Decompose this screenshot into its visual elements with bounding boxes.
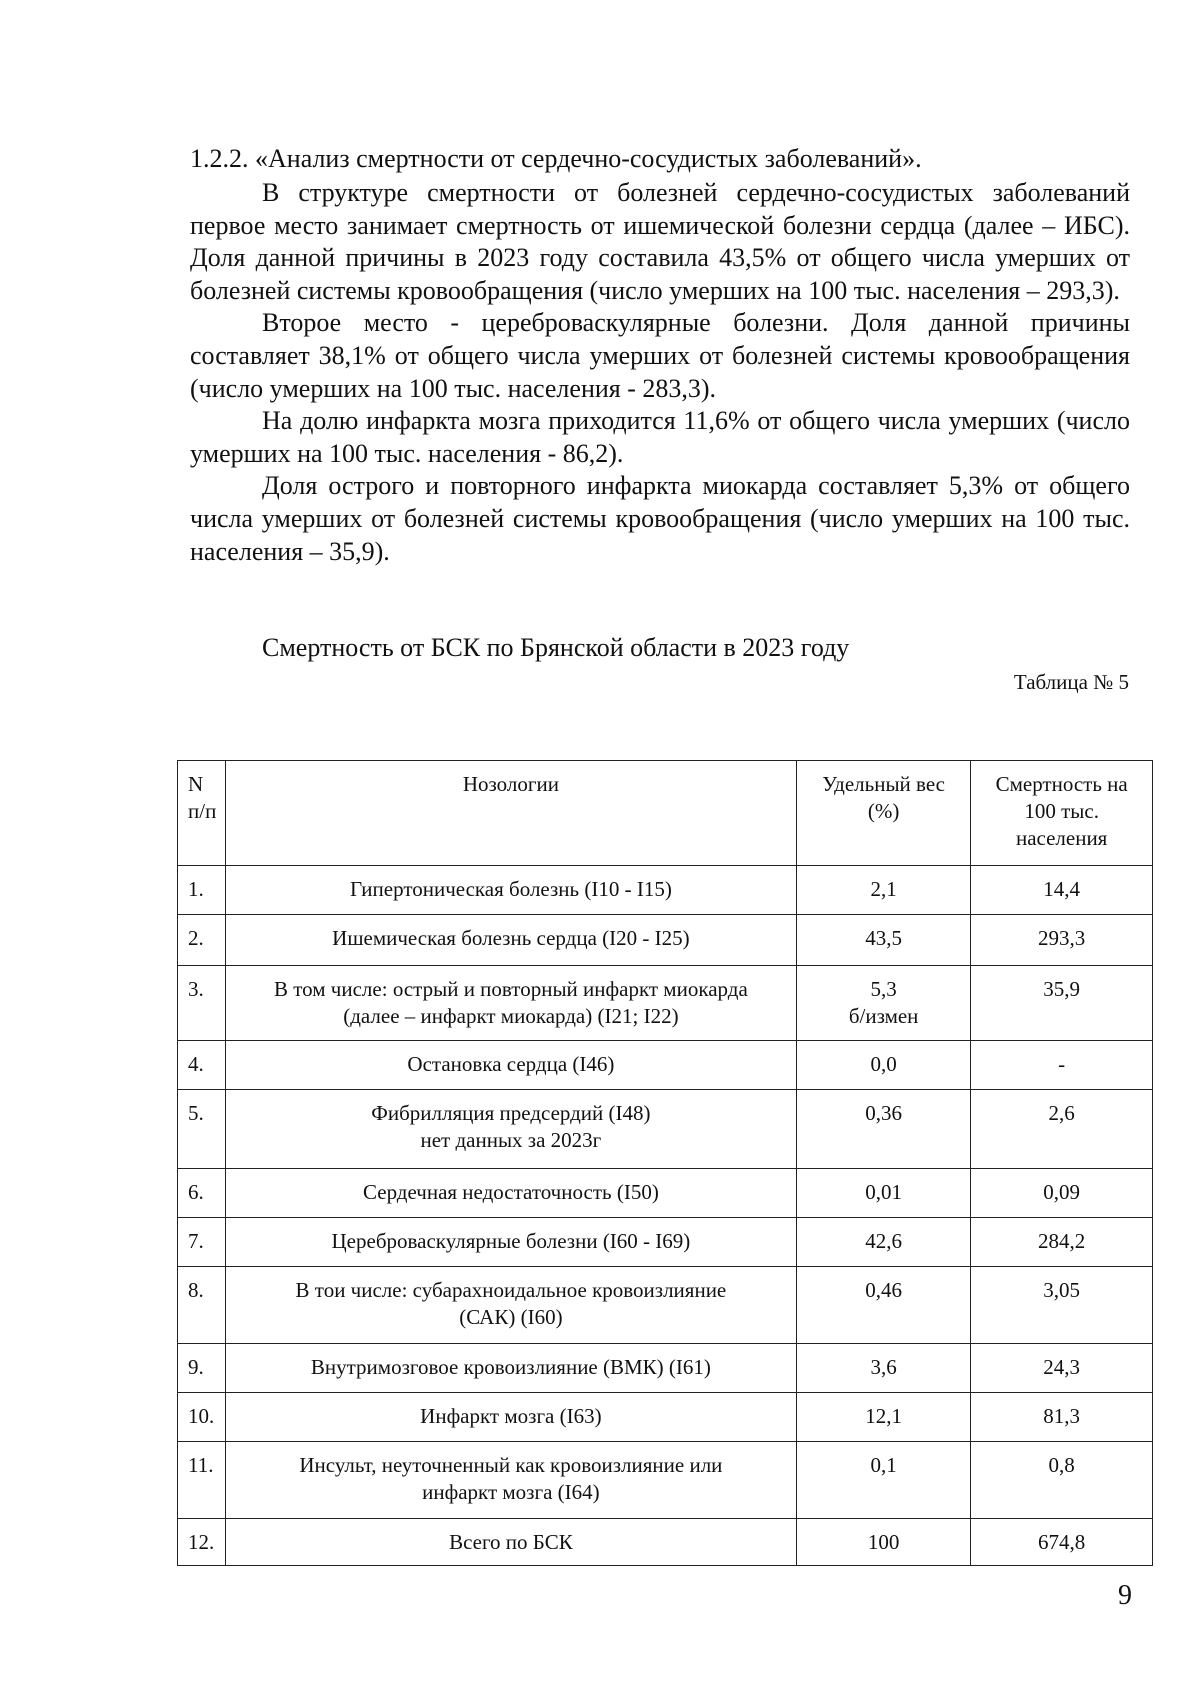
row-num: 4.: [178, 1041, 226, 1090]
row-num: 2.: [178, 915, 226, 966]
row-num: 5.: [178, 1090, 226, 1169]
row-name: Фибрилляция предсердий (I48) нет данных за 2023г: [225, 1090, 796, 1169]
table-row: [178, 1344, 1153, 1393]
row-rate: 3,05: [971, 1267, 1153, 1344]
header-num: N п/п: [178, 761, 226, 866]
table-row: [178, 1169, 1153, 1218]
row-rate: 0,8: [971, 1442, 1153, 1519]
paragraph-myocardial-infarction: Доля острого и повторного инфаркта миокарда составляет 5,3% от общего числа умерших от болезней системы кровообращения (число умерших на 100 тыс. населения – 35,9).: [190, 471, 1130, 566]
header-share: Удельный вес (%): [796, 761, 970, 866]
row-name: Всего по БСК: [225, 1519, 796, 1566]
row-rate: 81,3: [971, 1393, 1153, 1442]
table-row: [178, 1090, 1153, 1169]
row-name: Внутримозговое кровоизлияние (ВМК) (I61): [225, 1344, 796, 1393]
row-num: 12.: [178, 1519, 226, 1566]
section-body: [190, 177, 1130, 568]
table-row: [178, 866, 1153, 915]
row-name: В том числе: острый и повторный инфаркт миокарда (далее – инфаркт миокарда) (I21; I22): [225, 966, 796, 1041]
row-num: 11.: [178, 1442, 226, 1519]
row-num: 6.: [178, 1169, 226, 1218]
table-row: [178, 915, 1153, 966]
table-row: [178, 1393, 1153, 1442]
row-name: В тои числе: субарахноидальное кровоизлияние (САК) (I60): [225, 1267, 796, 1344]
row-num: 3.: [178, 966, 226, 1041]
row-name: Гипертоническая болезнь (I10 - I15): [225, 866, 796, 915]
row-name: Цереброваскулярные болезни (I60 - I69): [225, 1218, 796, 1267]
table-row: [178, 1267, 1153, 1344]
table-header-row: [178, 761, 1153, 866]
row-rate: -: [971, 1041, 1153, 1090]
table-row: [178, 1218, 1153, 1267]
row-share: 0,1: [796, 1442, 970, 1519]
mortality-table: [177, 760, 1153, 1566]
row-num: 8.: [178, 1267, 226, 1344]
row-num: 9.: [178, 1344, 226, 1393]
row-share: 2,1: [796, 866, 970, 915]
header-name: Нозологии: [225, 761, 796, 866]
row-share: 3,6: [796, 1344, 970, 1393]
row-num: 7.: [178, 1218, 226, 1267]
row-rate: 674,8: [971, 1519, 1153, 1566]
section-heading: 1.2.2. «Анализ смертности от сердечно-сосудистых заболеваний».: [190, 144, 922, 173]
row-rate: 284,2: [971, 1218, 1153, 1267]
row-share: 5,3 б/измен: [796, 966, 970, 1041]
table-row: [178, 1041, 1153, 1090]
row-share: 0,0: [796, 1041, 970, 1090]
row-name: Остановка сердца (I46): [225, 1041, 796, 1090]
row-share: 0,01: [796, 1169, 970, 1218]
paragraph-cerebrovascular: Второе место - цереброваскулярные болезни. Доля данной причины составляет 38,1% от общего числа умерших от болезней системы кровообращения (число умерших на 100 тыс. населения - 283,3).: [190, 308, 1130, 403]
row-share: 12,1: [796, 1393, 970, 1442]
page-number: 9: [1118, 1580, 1132, 1611]
table-label: Таблица № 5: [1013, 670, 1129, 694]
table-title: Смертность от БСК по Брянской области в 2023 году: [262, 633, 850, 662]
row-share: 0,36: [796, 1090, 970, 1169]
paragraph-ibs: В структуре смертности от болезней сердечно-сосудистых заболеваний первое место занимает смертность от ишемической болезни сердца (далее – ИБС). Доля данной причины в 2023 году составила 43,5% от общего числа умерших от болезней системы кровообращения (число умерших на 100 тыс. населения – 293,3).: [190, 178, 1130, 305]
row-rate: 14,4: [971, 866, 1153, 915]
row-share: 100: [796, 1519, 970, 1566]
row-rate: 2,6: [971, 1090, 1153, 1169]
row-name: Ишемическая болезнь сердца (I20 - I25): [225, 915, 796, 966]
header-rate: Смертность на 100 тыс. населения: [971, 761, 1153, 866]
row-name: Инфаркт мозга (I63): [225, 1393, 796, 1442]
row-num: 1.: [178, 866, 226, 915]
table-row: [178, 1442, 1153, 1519]
row-rate: 35,9: [971, 966, 1153, 1041]
row-num: 10.: [178, 1393, 226, 1442]
row-rate: 24,3: [971, 1344, 1153, 1393]
row-share: 43,5: [796, 915, 970, 966]
table-row: [178, 966, 1153, 1041]
row-name: Инсульт, неуточненный как кровоизлияние или инфаркт мозга (I64): [225, 1442, 796, 1519]
row-share: 42,6: [796, 1218, 970, 1267]
row-name: Сердечная недостаточность (I50): [225, 1169, 796, 1218]
row-rate: 293,3: [971, 915, 1153, 966]
row-rate: 0,09: [971, 1169, 1153, 1218]
table-row-total: [178, 1519, 1153, 1566]
paragraph-brain-infarction: На долю инфаркта мозга приходится 11,6% от общего числа умерших (число умерших на 100 тыс. населения - 86,2).: [190, 406, 1130, 468]
row-share: 0,46: [796, 1267, 970, 1344]
